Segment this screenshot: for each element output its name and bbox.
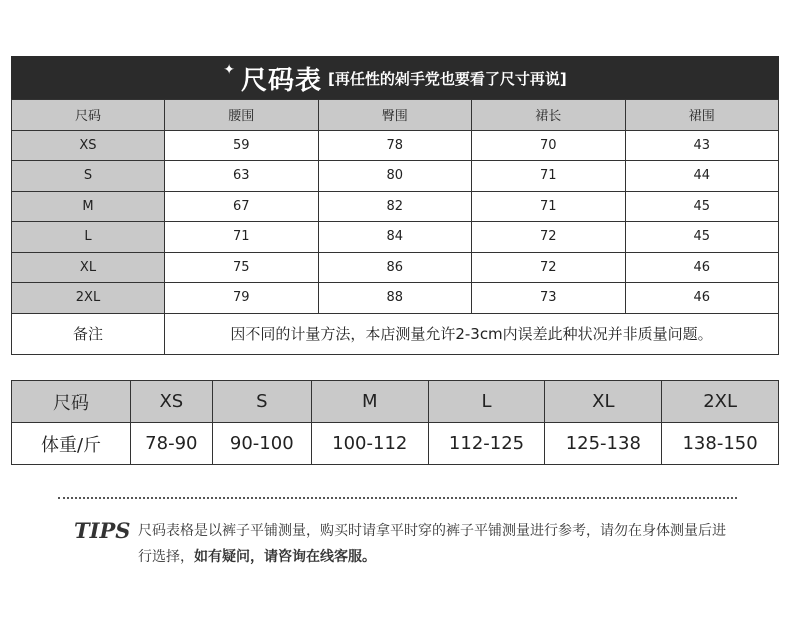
header-cell: 臀围 [318,100,472,131]
table-cell: 67 [165,191,319,222]
table-cell: 71 [472,161,626,192]
table-cell: 46 [625,252,779,283]
table-cell: 45 [625,191,779,222]
table-row [12,252,779,283]
page-title: 尺码表 [241,65,323,96]
header-cell: M [311,381,428,423]
header-cell: 腰围 [165,100,319,131]
table-cell: 71 [165,222,319,253]
table-row [12,161,779,192]
table-cell: 86 [318,252,472,283]
header-cell: 尺码 [12,381,131,423]
header-cell: XS [131,381,213,423]
title-banner [11,56,779,100]
table-cell: 78 [318,130,472,161]
table-cell: 100-112 [311,423,428,465]
table-row [12,222,779,253]
note-row [12,313,779,354]
table-cell: 45 [625,222,779,253]
header-cell: L [428,381,545,423]
size-cell: 2XL [12,283,165,314]
page-subtitle: [再任性的剁手党也要看了尺寸再说] [328,69,567,88]
size-cell: XL [12,252,165,283]
table-cell: 82 [318,191,472,222]
header-cell: 2XL [662,381,779,423]
table-cell: 125-138 [545,423,662,465]
table-cell: 44 [625,161,779,192]
table-cell: 43 [625,130,779,161]
table-cell: 79 [165,283,319,314]
header-cell: 裙长 [472,100,626,131]
tips-text [138,518,738,570]
sparkle-icon: ✦ [223,62,235,78]
table-cell: 138-150 [662,423,779,465]
table-cell: 70 [472,130,626,161]
weight-header-row [12,381,779,423]
size-cell: XS [12,130,165,161]
table-cell: 59 [165,130,319,161]
table-header-row [12,100,779,131]
table-cell: 71 [472,191,626,222]
header-cell: 裙围 [625,100,779,131]
size-cell: S [12,161,165,192]
note-label: 备注 [12,313,165,354]
table-cell: 75 [165,252,319,283]
size-cell: M [12,191,165,222]
size-chart-table [11,99,779,355]
tips-body: 尺码表格是以裤子平铺测量，购买时请拿平时穿的裤子平铺测量进行参考，请勿在身体测量后进行选择， [138,523,726,565]
table-cell: 73 [472,283,626,314]
table-cell: 63 [165,161,319,192]
table-row [12,283,779,314]
weight-chart-table [11,380,779,465]
table-row [12,191,779,222]
dotted-divider [58,497,737,499]
tips-contact-note: 如有疑问，请咨询在线客服。 [194,549,376,565]
table-cell: 84 [318,222,472,253]
table-cell: 90-100 [212,423,311,465]
table-cell: 88 [318,283,472,314]
table-cell: 78-90 [131,423,213,465]
table-cell: 80 [318,161,472,192]
table-cell: 72 [472,252,626,283]
table-cell: 112-125 [428,423,545,465]
table-cell: 46 [625,283,779,314]
header-cell: XL [545,381,662,423]
size-cell: L [12,222,165,253]
header-cell: S [212,381,311,423]
header-cell: 尺码 [12,100,165,131]
note-text: 因不同的计量方法，本店测量允许2-3cm内误差此种状况并非质量问题。 [165,313,779,354]
table-cell: 72 [472,222,626,253]
weight-row [12,423,779,465]
table-row [12,130,779,161]
weight-label: 体重/斤 [12,423,131,465]
tips-label: TIPS [74,518,131,543]
